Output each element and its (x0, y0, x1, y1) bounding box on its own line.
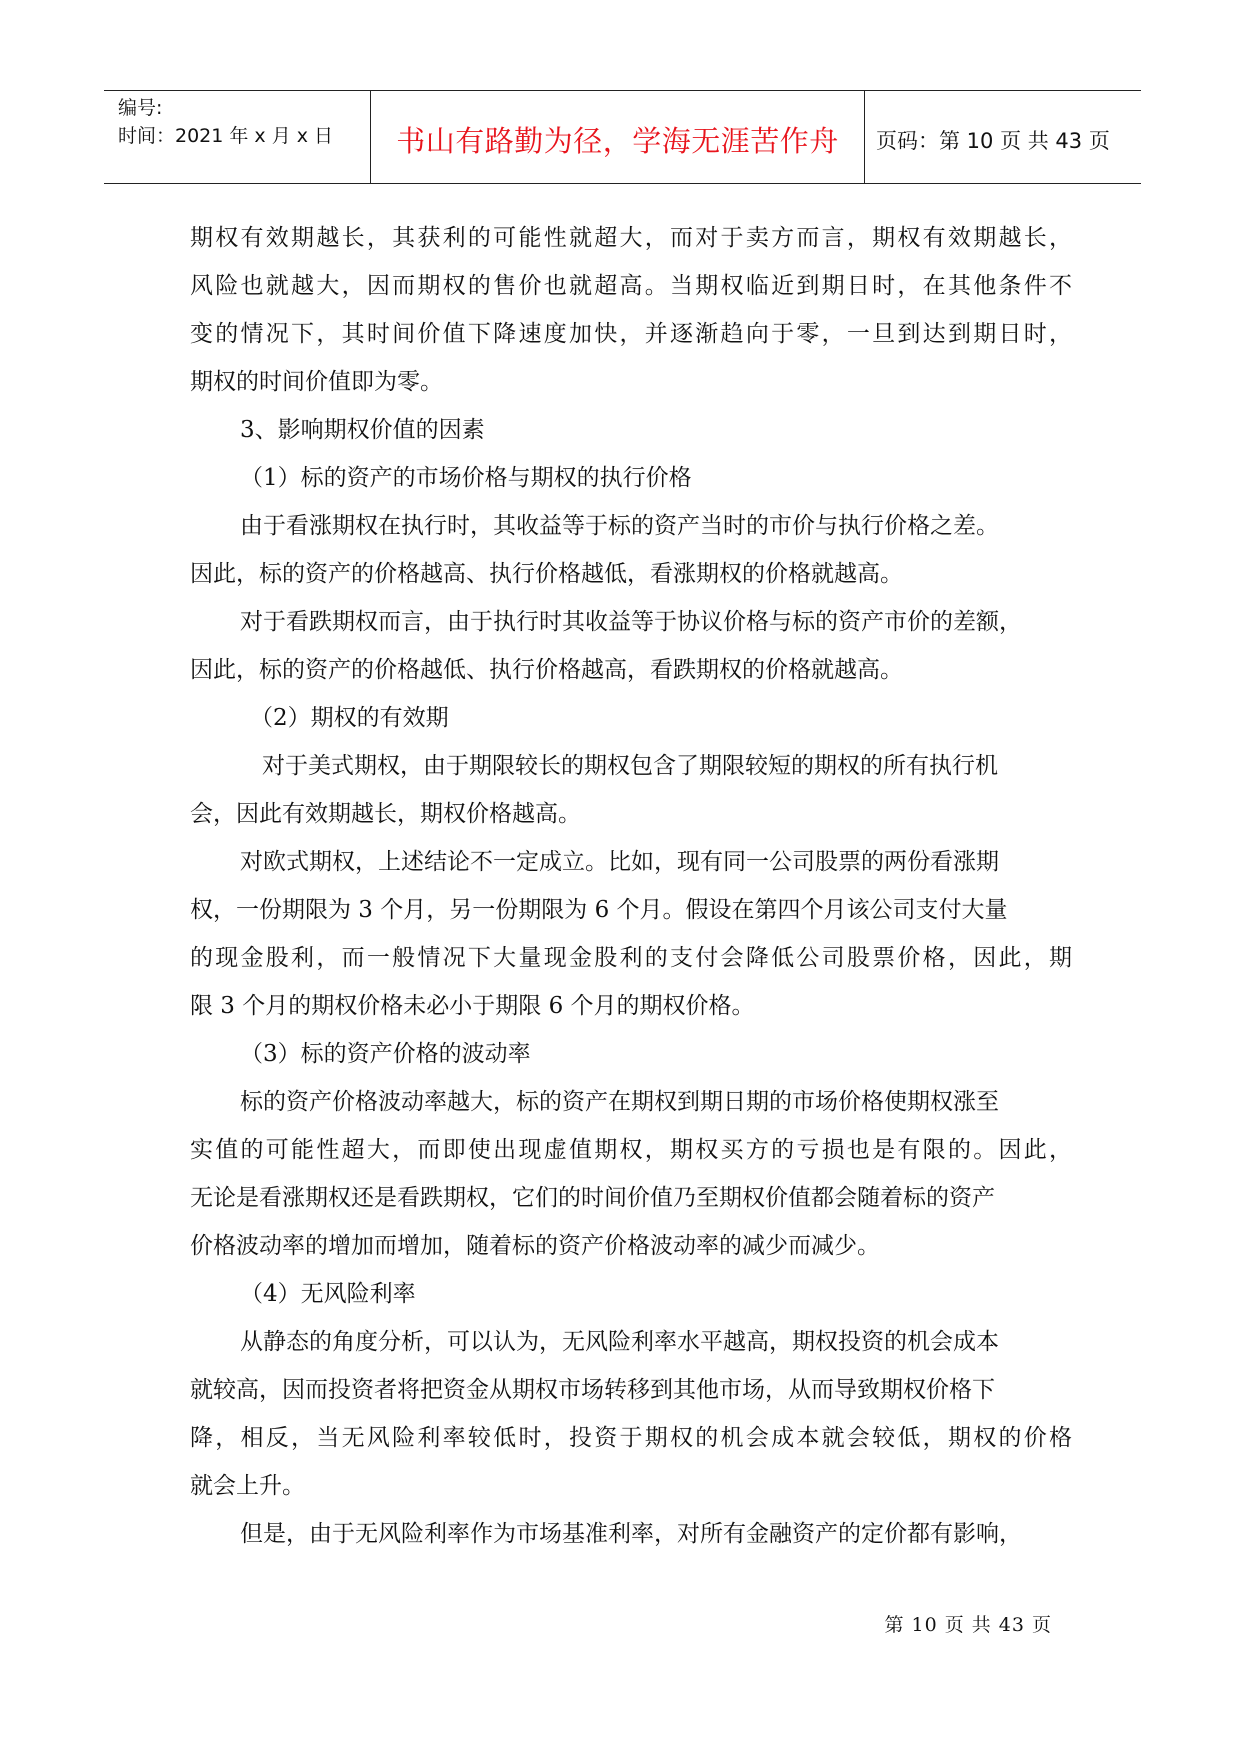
body-line: 由于看涨期权在执行时，其收益等于标的资产当时的市价与执行价格之差。 (240, 513, 999, 539)
body-line: 对于看跌期权而言，由于执行时其收益等于协议价格与标的资产市价的差额， (240, 609, 1022, 635)
body-line: 的现金股利，而一般情况下大量现金股利的支付会降低公司股票价格，因此，期 (190, 945, 1072, 971)
body-line: 降，相反，当无风险利率较低时，投资于期权的机会成本就会较低，期权的价格 (190, 1425, 1072, 1451)
subsection-heading: （4）无风险利率 (240, 1281, 416, 1307)
subsection-heading: （2）期权的有效期 (250, 705, 449, 731)
body-line: 标的资产价格波动率越大，标的资产在期权到期日期的市场价格使期权涨至 (240, 1089, 999, 1115)
body-line: 就会上升。 (190, 1473, 305, 1499)
body-line: 变的情况下，其时间价值下降速度加快，并逐渐趋向于零，一旦到达到期日时， (190, 321, 1072, 347)
page-header (104, 90, 1141, 184)
body-line: 价格波动率的增加而增加，随着标的资产价格波动率的减少而减少。 (190, 1233, 880, 1259)
body-line: 从静态的角度分析，可以认为，无风险利率水平越高，期权投资的机会成本 (240, 1329, 999, 1355)
header-page-number: 页码：第 10 页 共 43 页 (876, 129, 1110, 153)
body-line: 会，因此有效期越长，期权价格越高。 (190, 801, 581, 827)
header-page-cell (864, 91, 1141, 183)
body-line: 无论是看涨期权还是看跌期权，它们的时间价值乃至期权价值都会随着标的资产 (190, 1185, 995, 1211)
header-motto: 书山有路勤为径，学海无涯苦作舟 (396, 124, 839, 158)
subsection-heading: （1）标的资产的市场价格与期权的执行价格 (240, 465, 692, 491)
body-line: 对于美式期权，由于期限较长的期权包含了期限较短的期权的所有执行机 (262, 753, 998, 779)
header-motto-cell (370, 91, 865, 183)
body-line: 因此，标的资产的价格越高、执行价格越低，看涨期权的价格就越高。 (190, 561, 903, 587)
body-line: 实值的可能性超大，而即使出现虚值期权，期权买方的亏损也是有限的。因此， (190, 1137, 1072, 1163)
page-footer-number: 第 10 页 共 43 页 (884, 1614, 1052, 1636)
body-line: 就较高，因而投资者将把资金从期权市场转移到其他市场，从而导致期权价格下 (190, 1377, 995, 1403)
body-line: 期权的时间价值即为零。 (190, 369, 443, 395)
body-line: 对欧式期权，上述结论不一定成立。比如，现有同一公司股票的两份看涨期 (240, 849, 999, 875)
subsection-heading: （3）标的资产价格的波动率 (240, 1041, 531, 1067)
body-line: 期权有效期越长，其获利的可能性就超大，而对于卖方而言，期权有效期越长， (190, 225, 1072, 251)
document-time-label: 时间：2021 年 x 月 x 日 (118, 125, 334, 147)
document-body (190, 214, 1072, 1558)
header-meta-cell (118, 91, 370, 183)
document-number-label: 编号: (118, 97, 163, 119)
body-line: 因此，标的资产的价格越低、执行价格越高，看跌期权的价格就越高。 (190, 657, 903, 683)
body-line: 但是，由于无风险利率作为市场基准利率，对所有金融资产的定价都有影响， (240, 1521, 1022, 1547)
body-line: 风险也就越大，因而期权的售价也就超高。当期权临近到期日时，在其他条件不 (190, 273, 1072, 299)
section-heading: 3、影响期权价值的因素 (240, 417, 485, 443)
body-line: 限 3 个月的期权价格未必小于期限 6 个月的期权价格。 (190, 993, 755, 1019)
body-line: 权，一份期限为 3 个月，另一份期限为 6 个月。假设在第四个月该公司支付大量 (190, 897, 1008, 923)
